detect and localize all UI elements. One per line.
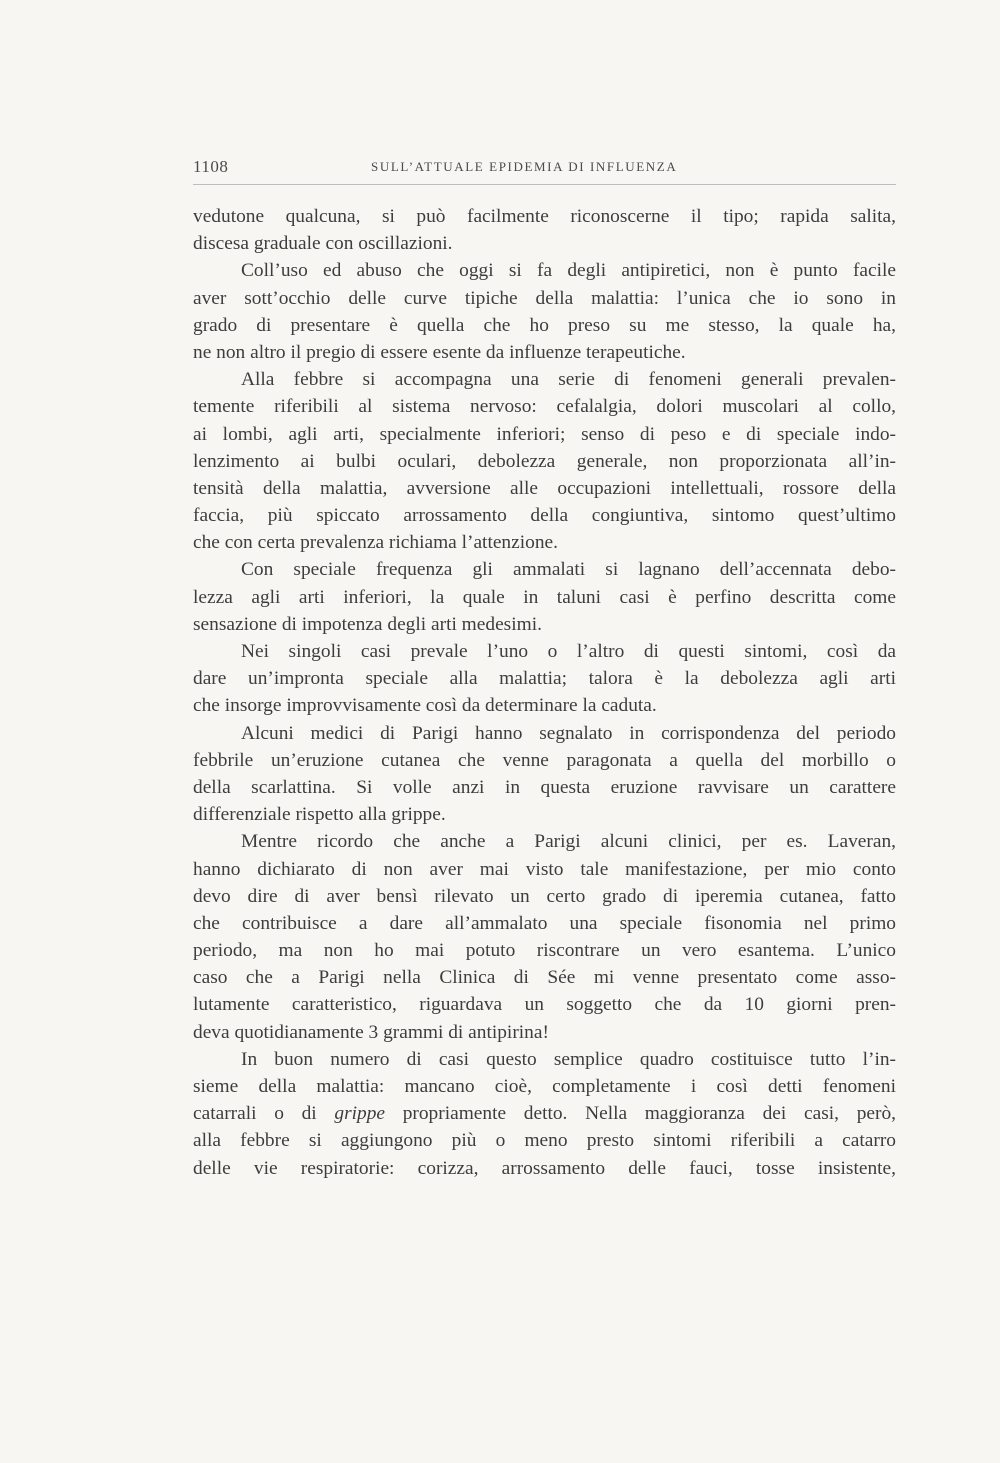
text-segment: catarrali o di	[193, 1103, 335, 1125]
text-line: che contribuisce a dare all’ammalato una speciale fisonomia nel primo	[193, 912, 896, 934]
text-line: devo dire di aver bensì rilevato un certo grado di iperemia cutanea, fatto	[193, 885, 896, 907]
text-line: faccia, più spiccato arrossamento della congiuntiva, sintomo quest’ultimo	[193, 505, 896, 527]
text-line: ne non altro il pregio di essere esente da influenze terapeutiche.	[193, 341, 686, 363]
text-line: Alcuni medici di Parigi hanno segnalato in corrispondenza del periodo	[241, 722, 896, 744]
text-line: grado di presentare è quella che ho preso su me stesso, la quale ha,	[193, 314, 896, 336]
text-line: alla febbre si aggiungono più o meno presto sintomi riferibili a catarro	[193, 1130, 896, 1152]
text-line: aver sott’occhio delle curve tipiche della malattia: l’unica che io sono in	[193, 287, 896, 309]
page-number: 1108	[193, 157, 229, 176]
body-text	[193, 203, 896, 1182]
text-line: ai lombi, agli arti, specialmente inferiori; senso di peso e di speciale indo-	[193, 423, 896, 445]
text-line: differenziale rispetto alla grippe.	[193, 804, 446, 826]
text-line: che con certa prevalenza richiama l’attenzione.	[193, 532, 558, 554]
header-rule	[193, 184, 896, 185]
text-line-with-italic	[193, 1100, 896, 1127]
running-title: SULL’ATTUALE EPIDEMIA DI INFLUENZA	[371, 159, 678, 174]
text-line: In buon numero di casi questo semplice quadro costituisce tutto l’in-	[241, 1048, 896, 1070]
text-line: lutamente caratteristico, riguardava un soggetto che da 10 giorni pren-	[193, 994, 896, 1016]
text-line: discesa graduale con oscillazioni.	[193, 233, 453, 255]
text-line: Con speciale frequenza gli ammalati si lagnano dell’accennata debo-	[241, 559, 896, 581]
text-line: tensità della malattia, avversione alle occupazioni intellettuali, rossore della	[193, 477, 896, 499]
text-line: Nei singoli casi prevale l’uno o l’altro di questi sintomi, così da	[241, 641, 896, 662]
text-line: deva quotidianamente 3 grammi di antipirina!	[193, 1021, 549, 1043]
text-line: periodo, ma non ho mai potuto riscontrare un vero esantema. L’unico	[193, 940, 896, 962]
text-line: delle vie respiratorie: corizza, arrossamento delle fauci, tosse insistente,	[193, 1157, 896, 1179]
text-line: hanno dichiarato di non aver mai visto tale manifestazione, per mio conto	[193, 858, 896, 880]
page-header	[193, 157, 896, 185]
text-line: sieme della malattia: mancano cioè, completamente i così detti fenomeni	[193, 1076, 896, 1097]
text-line: vedutone qualcuna, si può facilmente riconoscerne il tipo; rapida salita,	[193, 206, 896, 227]
text-line: Alla febbre si accompagna una serie di fenomeni generali prevalen-	[241, 369, 896, 391]
text-segment: propriamente detto. Nella maggioranza dei casi, però,	[385, 1103, 896, 1125]
text-line: che insorge improvvisamente così da determinare la caduta.	[193, 695, 657, 717]
text-line: della scarlattina. Si volle anzi in questa eruzione ravvisare un carattere	[193, 776, 896, 798]
text-line: febbrile un’eruzione cutanea che venne paragonata a quella del morbillo o	[193, 749, 896, 771]
text-line: sensazione di impotenza degli arti medesimi.	[193, 613, 542, 635]
text-line: Coll’uso ed abuso che oggi si fa degli antipiretici, non è punto facile	[241, 260, 896, 282]
text-line: lenzimento ai bulbi oculari, debolezza generale, non proporzionata all’in-	[193, 450, 896, 472]
text-line: dare un’impronta speciale alla malattia; talora è la debolezza agli arti	[193, 668, 896, 690]
text-line: caso che a Parigi nella Clinica di Sée mi venne presentato come asso-	[193, 967, 896, 989]
italic-term: grippe	[334, 1103, 386, 1125]
text-line: Mentre ricordo che anche a Parigi alcuni clinici, per es. Laveran,	[241, 831, 896, 853]
text-line: temente riferibili al sistema nervoso: cefalalgia, dolori muscolari al collo,	[193, 396, 896, 418]
text-line: lezza agli arti inferiori, la quale in taluni casi è perfino descritta come	[193, 586, 896, 608]
